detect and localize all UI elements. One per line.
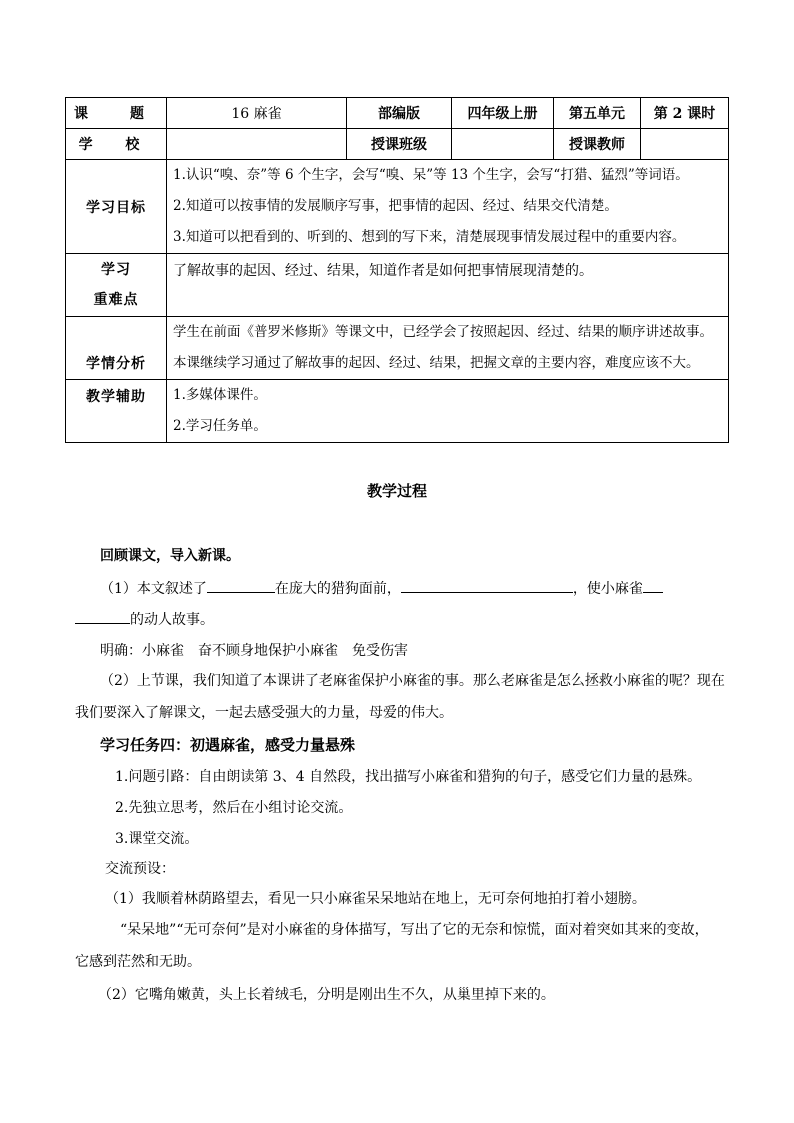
table-row — [66, 98, 729, 129]
step-item: 3.课堂交流。 — [115, 831, 199, 847]
q1-part1: （1）本文叙述了 — [100, 581, 207, 597]
key-points-label-line1: 学习 — [101, 262, 131, 278]
aids-cell — [167, 380, 729, 443]
question-2-line1: （2）上节课，我们知道了本课讲了老麻雀保护小麻雀的事。那么老麻雀是怎么拯救小麻雀的呢？现在 — [100, 673, 725, 689]
answer-line: 明确：小麻雀 奋不顾身地保护小麻雀 免受伤害 — [100, 643, 408, 659]
analysis-line: 本课继续学习通过了解故事的起因、经过、结果，把握文章的主要内容，难度应该不大。 — [173, 355, 700, 371]
goal-item: 1.认识“嗅、奈”等 6 个生字，会写“嗅、呆”等 13 个生字，会写“打猎、猛烈”等词语。 — [173, 167, 689, 183]
review-heading: 回顾课文，导入新课。 — [100, 548, 240, 564]
aids-label: 教学辅助 — [66, 380, 167, 443]
preview-1-note-line2: 它感到茫然和无助。 — [75, 954, 201, 970]
grade-cell: 四年级上册 — [452, 98, 554, 129]
key-points-label — [66, 254, 167, 317]
step-item: 1.问题引路：自由朗读第 3、4 自然段，找出描写小麻雀和猎狗的句子，感受它们力量的悬殊。 — [115, 769, 702, 785]
school-label: 学 校 — [66, 129, 167, 160]
teacher-value — [641, 129, 729, 160]
goal-item: 3.知道可以把看到的、听到的、想到的写下来，清楚展现事情发展过程中的重要内容。 — [173, 229, 686, 245]
fill-blank — [75, 609, 130, 624]
teacher-label: 授课教师 — [554, 129, 641, 160]
preview-2: （2）它嘴角嫩黄，头上长着绒毛，分明是刚出生不久，从巢里掉下来的。 — [98, 987, 555, 1003]
edition-cell: 部编版 — [347, 98, 452, 129]
lesson-cell: 第 2 课时 — [641, 98, 729, 129]
q1-part4: 的动人故事。 — [130, 612, 214, 628]
analysis-line: 学生在前面《普罗米修斯》等课文中，已经学会了按照起因、经过、结果的顺序讲述故事。 — [173, 324, 713, 340]
table-row — [66, 380, 729, 443]
goal-item: 2.知道可以按事情的发展顺序写事，把事情的起因、经过、结果交代清楚。 — [173, 198, 618, 214]
goals-cell — [167, 160, 729, 254]
process-title: 教学过程 — [366, 482, 427, 500]
preview-label: 交流预设： — [105, 861, 175, 877]
q1-part3: ，使小麻雀 — [572, 581, 643, 597]
table-row — [66, 160, 729, 254]
school-value — [167, 129, 347, 160]
goals-label: 学习目标 — [66, 160, 167, 254]
table-row — [66, 317, 729, 380]
preview-1: （1）我顺着林荫路望去，看见一只小麻雀呆呆地站在地上，无可奈何地拍打着小翅膀。 — [105, 891, 646, 907]
aid-item: 2.学习任务单。 — [173, 418, 267, 434]
table-row — [66, 254, 729, 317]
q1-part2: 在庞大的猎狗面前， — [274, 581, 401, 597]
question-1 — [100, 578, 663, 598]
fill-blank — [207, 578, 275, 593]
key-points-text: 了解故事的起因、经过、结果，知道作者是如何把事情展现清楚的。 — [167, 254, 729, 317]
class-value — [452, 129, 554, 160]
fill-blank — [643, 578, 663, 593]
task4-heading: 学习任务四：初遇麻雀，感受力量悬殊 — [100, 736, 356, 754]
table-row — [66, 129, 729, 160]
analysis-label: 学情分析 — [66, 317, 167, 380]
aid-item: 1.多媒体课件。 — [173, 387, 267, 403]
preview-1-note-line1: “呆呆地”“无可奈何”是对小麻雀的身体描写，写出了它的无奈和惊慌，面对着突如其来的变故， — [120, 922, 709, 938]
topic-value: 16 麻雀 — [167, 98, 347, 129]
step-item: 2.先独立思考，然后在小组讨论交流。 — [115, 800, 353, 816]
key-points-label-line2: 重难点 — [93, 292, 139, 308]
lesson-info-table — [65, 97, 729, 443]
fill-blank — [401, 578, 573, 593]
topic-label: 课 题 — [66, 98, 167, 129]
class-label: 授课班级 — [347, 129, 452, 160]
analysis-cell — [167, 317, 729, 380]
question-2-line2: 我们要深入了解课文，一起去感受强大的力量，母爱的伟大。 — [75, 705, 453, 721]
question-1-cont — [75, 609, 214, 629]
unit-cell: 第五单元 — [554, 98, 641, 129]
